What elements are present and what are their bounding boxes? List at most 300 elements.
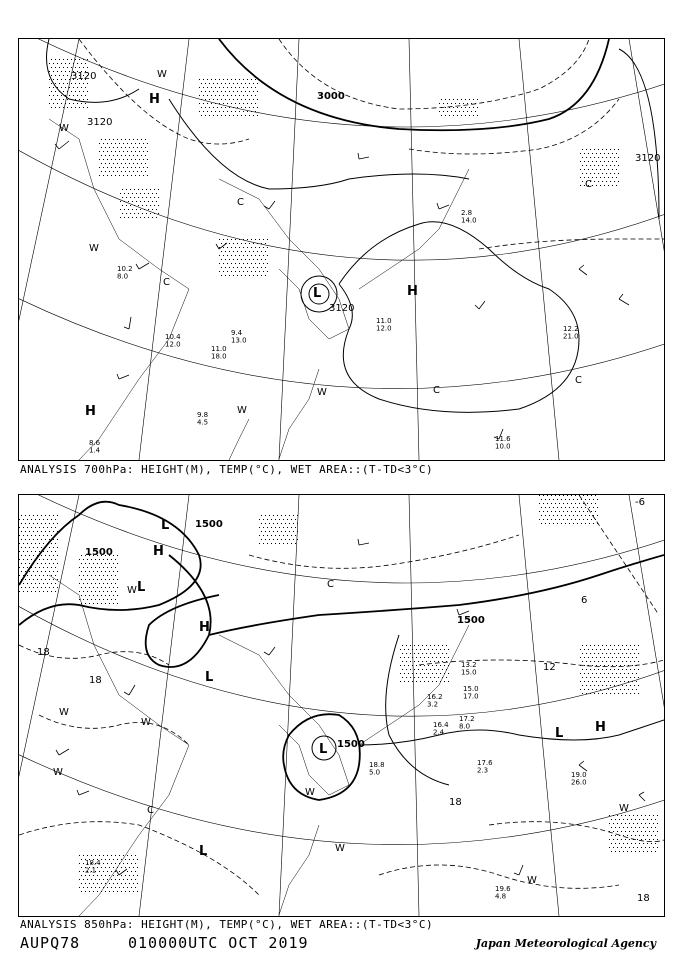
wet-dot [275, 535, 276, 536]
warm-mark: W [141, 717, 151, 728]
wet-dot [241, 91, 242, 92]
wet-dot [91, 855, 92, 856]
wet-dot [438, 645, 439, 646]
wet-dot [49, 71, 50, 72]
wet-dot [610, 165, 611, 166]
wet-dot [612, 177, 613, 178]
wet-dot [579, 519, 580, 520]
wet-dot [79, 855, 80, 856]
wet-dot [265, 243, 266, 244]
wet-dot [49, 531, 50, 532]
wet-dot [610, 693, 611, 694]
wet-dot [49, 547, 50, 548]
wet-dot [73, 63, 74, 64]
wet-dot [615, 827, 616, 828]
wet-dot [637, 815, 638, 816]
wet-dot [293, 523, 294, 524]
wet-dot [580, 673, 581, 674]
wet-dot [608, 161, 609, 162]
wet-dot [69, 71, 70, 72]
wet-dot [547, 503, 548, 504]
warm-mark: W [53, 767, 63, 778]
wet-dot [436, 681, 437, 682]
wet-dot [205, 83, 206, 84]
wet-dot [609, 847, 610, 848]
wet-dot [139, 151, 140, 152]
wet-dot [131, 143, 132, 144]
wet-dot [418, 669, 419, 670]
station-plot: 10.4 12.0 [165, 333, 181, 349]
wet-dot [131, 175, 132, 176]
wet-dot [87, 855, 88, 856]
wet-dot [29, 571, 30, 572]
wet-dot [253, 99, 254, 100]
wet-dot [87, 59, 88, 60]
wet-dot [43, 519, 44, 520]
wet-dot [141, 155, 142, 156]
wet-dot [53, 531, 54, 532]
wet-dot [657, 815, 658, 816]
wet-dot [618, 173, 619, 174]
wet-dot [209, 83, 210, 84]
wet-dot [610, 181, 611, 182]
wet-dot [97, 579, 98, 580]
wet-dot [129, 147, 130, 148]
wet-dot [135, 167, 136, 168]
wet-dot [596, 681, 597, 682]
wet-dot [594, 165, 595, 166]
wet-dot [598, 157, 599, 158]
wet-dot [137, 883, 138, 884]
wet-dot [134, 205, 135, 206]
wet-dot [444, 665, 445, 666]
wet-dot [265, 523, 266, 524]
wet-dot [473, 99, 474, 100]
wet-dot [553, 499, 554, 500]
wet-dot [445, 115, 446, 116]
wet-dot [125, 163, 126, 164]
wet-dot [51, 551, 52, 552]
wet-dot [541, 507, 542, 508]
wet-dot [53, 539, 54, 540]
wet-dot [249, 115, 250, 116]
wet-dot [137, 155, 138, 156]
wet-dot [249, 251, 250, 252]
wet-dot [79, 559, 80, 560]
wet-dot [117, 883, 118, 884]
wet-dot [57, 555, 58, 556]
wet-dot [645, 839, 646, 840]
wet-dot [615, 819, 616, 820]
wet-dot [154, 189, 155, 190]
wet-dot [135, 879, 136, 880]
wet-dot [158, 213, 159, 214]
map-700hpa-canvas [19, 39, 664, 460]
wet-dot [51, 535, 52, 536]
wet-dot [53, 63, 54, 64]
wet-dot [241, 259, 242, 260]
wet-dot [227, 271, 228, 272]
wet-dot [87, 91, 88, 92]
wet-dot [630, 661, 631, 662]
wet-dot [444, 657, 445, 658]
wet-dot [253, 259, 254, 260]
wet-dot [27, 519, 28, 520]
wet-dot [590, 693, 591, 694]
wet-dot [235, 263, 236, 264]
wet-dot [209, 115, 210, 116]
wet-dot [53, 71, 54, 72]
wet-dot [111, 591, 112, 592]
wet-dot [83, 83, 84, 84]
high-center: H [407, 284, 418, 299]
wet-dot [221, 267, 222, 268]
wet-dot [113, 859, 114, 860]
wet-dot [606, 165, 607, 166]
wet-dot [21, 571, 22, 572]
wet-dot [614, 685, 615, 686]
wet-dot [115, 575, 116, 576]
wet-dot [575, 495, 576, 496]
wet-dot [117, 139, 118, 140]
wet-dot [257, 267, 258, 268]
wet-dot [400, 657, 401, 658]
wet-dot [582, 653, 583, 654]
wet-dot [79, 575, 80, 576]
wet-dot [239, 87, 240, 88]
wet-dot [600, 161, 601, 162]
wet-dot [117, 563, 118, 564]
wet-dot [255, 79, 256, 80]
wet-dot [575, 503, 576, 504]
wet-dot [253, 251, 254, 252]
wet-dot [120, 217, 121, 218]
wet-dot [596, 153, 597, 154]
wet-dot [602, 661, 603, 662]
wet-dot [586, 645, 587, 646]
wet-dot [410, 661, 411, 662]
wet-dot [547, 511, 548, 512]
wet-dot [133, 139, 134, 140]
wet-dot [553, 523, 554, 524]
wet-dot [577, 507, 578, 508]
wet-dot [617, 823, 618, 824]
wet-dot [261, 251, 262, 252]
wet-dot [630, 677, 631, 678]
wet-dot [25, 523, 26, 524]
wet-dot [615, 851, 616, 852]
wet-dot [247, 103, 248, 104]
wet-dot [105, 139, 106, 140]
wet-dot [638, 693, 639, 694]
wet-dot [611, 843, 612, 844]
wet-dot [93, 595, 94, 596]
wet-dot [414, 677, 415, 678]
wet-dot [569, 507, 570, 508]
wet-dot [49, 587, 50, 588]
wet-dot [79, 887, 80, 888]
wet-dot [117, 867, 118, 868]
wet-dot [596, 689, 597, 690]
wet-dot [49, 515, 50, 516]
wet-dot [25, 547, 26, 548]
wet-dot [63, 83, 64, 84]
wet-dot [129, 859, 130, 860]
wet-dot [273, 531, 274, 532]
wet-dot [414, 653, 415, 654]
wet-dot [255, 271, 256, 272]
wet-dot [55, 59, 56, 60]
wet-dot [471, 103, 472, 104]
wet-dot [639, 843, 640, 844]
wet-dot [581, 523, 582, 524]
wet-dot [53, 579, 54, 580]
wet-dot [243, 103, 244, 104]
wet-dot [606, 645, 607, 646]
wet-dot [219, 239, 220, 240]
wet-dot [135, 863, 136, 864]
wet-dot [612, 689, 613, 690]
wet-dot [243, 239, 244, 240]
isotherms [19, 495, 664, 895]
wet-dot [63, 91, 64, 92]
wet-dot [245, 243, 246, 244]
wet-dot [53, 87, 54, 88]
wet-dot [426, 653, 427, 654]
wet-dot [245, 107, 246, 108]
wet-dot [416, 657, 417, 658]
wet-dot [65, 63, 66, 64]
wet-dot [410, 653, 411, 654]
wet-dot [453, 107, 454, 108]
wet-dot [235, 79, 236, 80]
wet-dot [49, 95, 50, 96]
wet-dot [638, 685, 639, 686]
wet-dot [51, 591, 52, 592]
wet-dot [590, 677, 591, 678]
wet-dot [590, 149, 591, 150]
wet-dot [628, 649, 629, 650]
wet-dot [602, 157, 603, 158]
station-plot: 16.4 2.4 [433, 721, 449, 737]
wet-dot [147, 167, 148, 168]
wet-dot [35, 519, 36, 520]
wet-dot [275, 527, 276, 528]
wet-dot [449, 115, 450, 116]
wet-dot [237, 275, 238, 276]
wet-dot [596, 673, 597, 674]
wet-dot [225, 91, 226, 92]
wet-dot [87, 575, 88, 576]
wet-dot [81, 555, 82, 556]
wet-dot [25, 555, 26, 556]
wet-dot [241, 251, 242, 252]
wet-dot [618, 653, 619, 654]
wet-dot [111, 143, 112, 144]
warm-mark: W [619, 803, 629, 814]
wet-dot [639, 827, 640, 828]
wet-dot [117, 155, 118, 156]
high-center: H [595, 720, 606, 735]
wet-dot [51, 519, 52, 520]
wet-dot [549, 507, 550, 508]
wet-dot [586, 157, 587, 158]
wet-dot [227, 111, 228, 112]
wet-dot [65, 79, 66, 80]
wet-dot [21, 539, 22, 540]
wet-dot [430, 677, 431, 678]
wet-dot [265, 275, 266, 276]
wet-dot [59, 99, 60, 100]
wet-dot [63, 67, 64, 68]
station-plot: 19.6 4.8 [495, 885, 511, 901]
wet-dot [219, 263, 220, 264]
wet-dot [213, 115, 214, 116]
wet-dot [57, 79, 58, 80]
wet-dot [111, 559, 112, 560]
wet-dot [255, 263, 256, 264]
wet-dot [289, 539, 290, 540]
wet-area-stipple [19, 495, 658, 892]
wet-dot [219, 255, 220, 256]
wet-dot [67, 59, 68, 60]
wet-dot [589, 499, 590, 500]
wet-dot [49, 103, 50, 104]
wet-dot [610, 173, 611, 174]
wet-dot [594, 669, 595, 670]
wet-dot [620, 657, 621, 658]
wet-dot [610, 677, 611, 678]
wet-dot [592, 177, 593, 178]
wet-dot [229, 107, 230, 108]
wet-dot [239, 271, 240, 272]
wet-dot [39, 567, 40, 568]
contour-label: 18 [637, 893, 650, 904]
wet-dot [448, 681, 449, 682]
wet-dot [657, 831, 658, 832]
wet-dot [219, 247, 220, 248]
wet-dot [265, 251, 266, 252]
wet-dot [589, 515, 590, 516]
wet-dot [249, 83, 250, 84]
wet-dot [221, 107, 222, 108]
wet-dot [107, 575, 108, 576]
wet-dot [229, 251, 230, 252]
wet-dot [132, 217, 133, 218]
wet-dot [221, 115, 222, 116]
wet-dot [43, 559, 44, 560]
wet-dot [221, 259, 222, 260]
wet-dot [99, 175, 100, 176]
wet-dot [21, 531, 22, 532]
wet-dot [115, 167, 116, 168]
wet-dot [600, 649, 601, 650]
wet-dot [651, 819, 652, 820]
wet-dot [75, 67, 76, 68]
wet-dot [626, 645, 627, 646]
wet-dot [87, 879, 88, 880]
wet-dot [580, 185, 581, 186]
wet-dot [416, 665, 417, 666]
wet-dot [131, 879, 132, 880]
wet-dot [630, 645, 631, 646]
wet-dot [75, 107, 76, 108]
wet-dot [147, 143, 148, 144]
wet-dot [245, 115, 246, 116]
wet-dot [101, 859, 102, 860]
wet-dot [99, 855, 100, 856]
wet-dot [113, 587, 114, 588]
wet-dot [434, 669, 435, 670]
wet-dot [211, 103, 212, 104]
wet-dot [657, 847, 658, 848]
wet-dot [618, 157, 619, 158]
wet-dot [81, 571, 82, 572]
wet-dot [83, 575, 84, 576]
wet-dot [51, 75, 52, 76]
wet-dot [469, 99, 470, 100]
wet-dot [545, 499, 546, 500]
wet-dot [447, 103, 448, 104]
wet-dot [25, 563, 26, 564]
wet-dot [211, 87, 212, 88]
wet-dot [125, 883, 126, 884]
wet-dot [643, 819, 644, 820]
wet-dot [289, 523, 290, 524]
wet-dot [587, 519, 588, 520]
wet-dot [158, 205, 159, 206]
wet-dot [31, 583, 32, 584]
wet-dot [49, 539, 50, 540]
wet-dot [267, 263, 268, 264]
wet-dot [152, 217, 153, 218]
wet-dot [41, 547, 42, 548]
wet-dot [643, 843, 644, 844]
wet-dot [227, 239, 228, 240]
wet-dot [267, 519, 268, 520]
wet-dot [595, 503, 596, 504]
wet-dot [23, 583, 24, 584]
wet-dot [430, 661, 431, 662]
wet-dot [103, 175, 104, 176]
wet-dot [35, 575, 36, 576]
wet-dot [239, 263, 240, 264]
wet-dot [406, 645, 407, 646]
wet-dot [144, 217, 145, 218]
wet-dot [622, 677, 623, 678]
wet-dot [83, 567, 84, 568]
wet-dot [293, 515, 294, 516]
wet-dot [95, 879, 96, 880]
wet-dot [610, 685, 611, 686]
wet-dot [39, 543, 40, 544]
wet-dot [545, 515, 546, 516]
wet-dot [89, 579, 90, 580]
wet-dot [99, 167, 100, 168]
wet-dot [85, 587, 86, 588]
wet-dot [598, 149, 599, 150]
wet-dot [616, 153, 617, 154]
wet-dot [39, 535, 40, 536]
wet-dot [628, 673, 629, 674]
wet-dot [57, 587, 58, 588]
wet-dot [616, 161, 617, 162]
wet-dot [586, 165, 587, 166]
wet-dot [590, 661, 591, 662]
wet-dot [406, 677, 407, 678]
wet-dot [616, 657, 617, 658]
wet-dot [297, 515, 298, 516]
